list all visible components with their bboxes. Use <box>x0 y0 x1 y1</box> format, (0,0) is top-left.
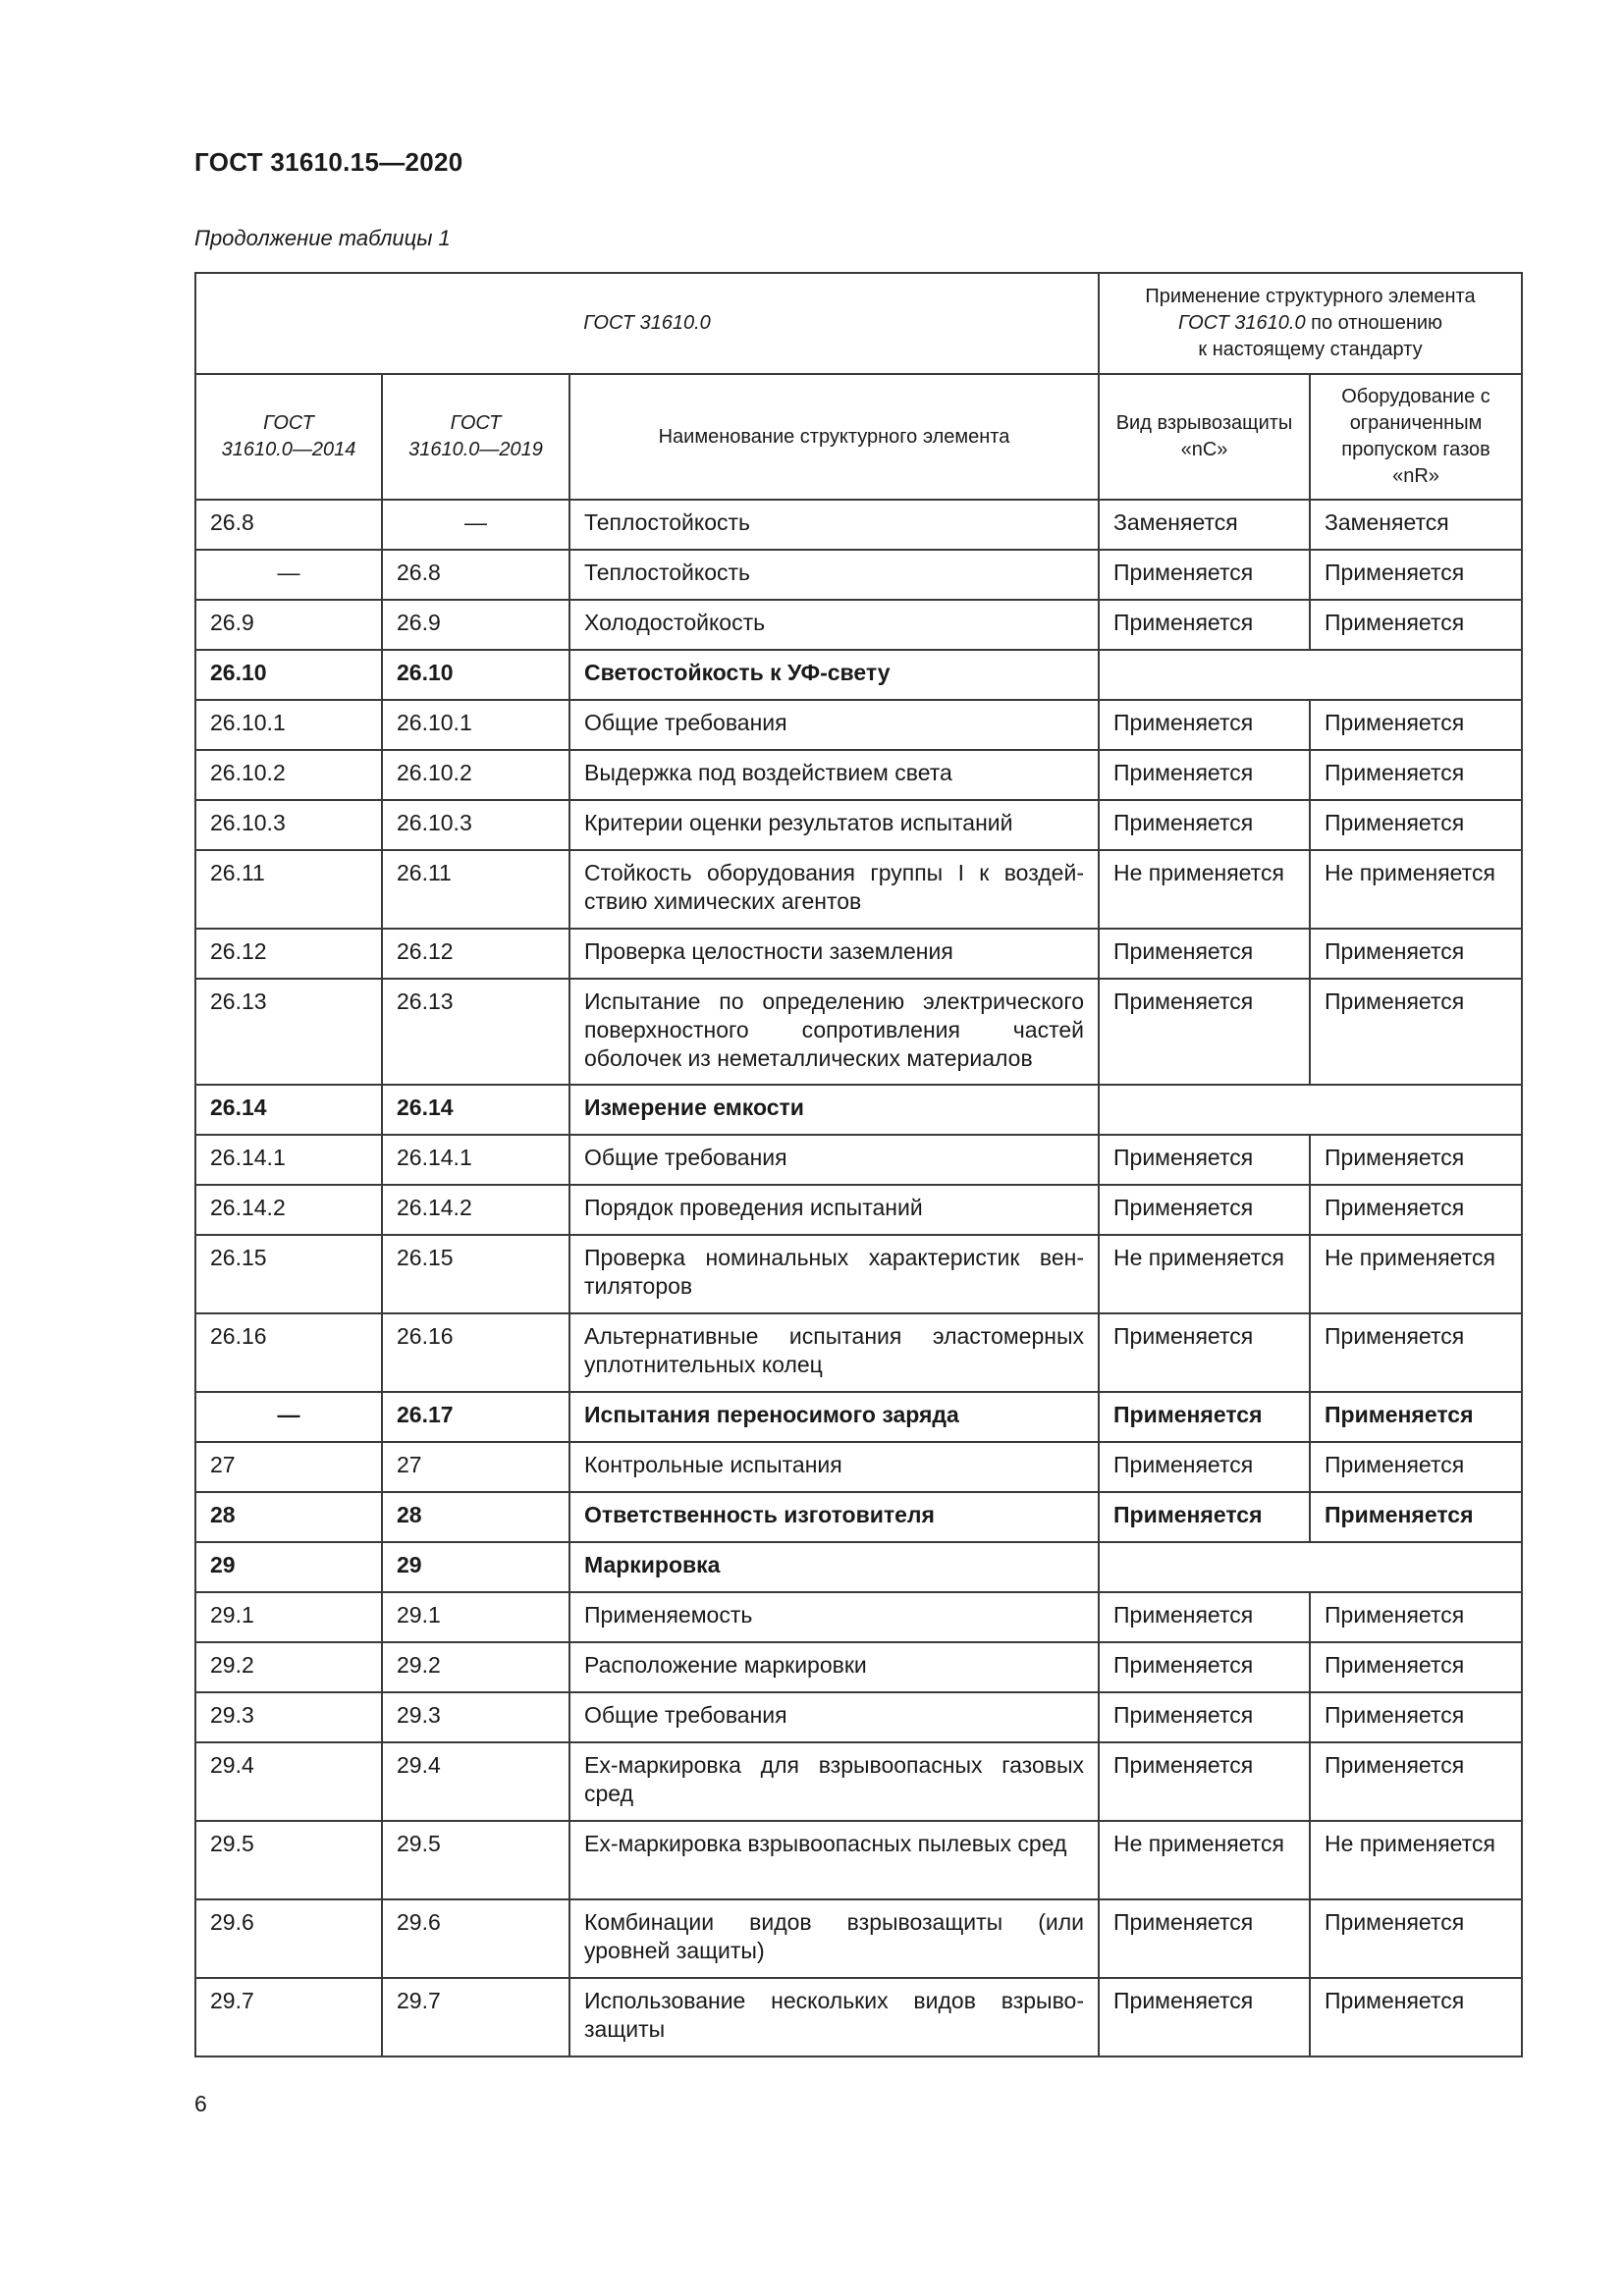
cell-nr: Применяется <box>1310 979 1522 1085</box>
cell-2014: 26.14.1 <box>195 1135 382 1185</box>
cell-2019: 26.10.1 <box>382 700 569 750</box>
cell-name: Стойкость оборудования группы I к воздействию химических агентов <box>569 850 1099 929</box>
cell-nc: Заменяется <box>1099 500 1310 550</box>
cell-2019: 26.12 <box>382 929 569 979</box>
table-section-row <box>195 1392 1522 1442</box>
cell-nc: Применяется <box>1099 1392 1310 1442</box>
cell-nr: Применяется <box>1310 700 1522 750</box>
cell-2014: 29.5 <box>195 1821 382 1899</box>
cell-2014: 26.8 <box>195 500 382 550</box>
cell-2019: 26.11 <box>382 850 569 929</box>
table-row <box>195 1692 1522 1742</box>
cell-nc: Применяется <box>1099 550 1310 600</box>
cell-2019: 26.15 <box>382 1235 569 1313</box>
cell-nr: Применяется <box>1310 1692 1522 1742</box>
cell-nc: Не применяется <box>1099 850 1310 929</box>
header-row-columns <box>195 374 1522 500</box>
cell-2019: 26.14.1 <box>382 1135 569 1185</box>
header-col-2019 <box>382 374 569 500</box>
header-col-2014 <box>195 374 382 500</box>
cell-nc: Применяется <box>1099 929 1310 979</box>
table-row <box>195 1821 1522 1899</box>
cell-nr: Применяется <box>1310 1592 1522 1642</box>
cell-nr: Применяется <box>1310 929 1522 979</box>
structure-table <box>194 272 1523 2057</box>
cell-name: Испытание по определению электрического поверхностного сопротивления частей оболочек из неметаллических материалов <box>569 979 1099 1085</box>
cell-2014: 27 <box>195 1442 382 1492</box>
cell-2014: 29.1 <box>195 1592 382 1642</box>
cell-2014: 26.10.3 <box>195 800 382 850</box>
cell-name: Комбинации видов взрывозащиты (или уровней защиты) <box>569 1899 1099 1978</box>
cell-nr: Применяется <box>1310 1392 1522 1442</box>
cell-nc: Применяется <box>1099 1135 1310 1185</box>
cell-nr: Применяется <box>1310 800 1522 850</box>
cell-2014: 26.10.2 <box>195 750 382 800</box>
table-row <box>195 850 1522 929</box>
cell-nc: Применяется <box>1099 1185 1310 1235</box>
table-section-row <box>195 650 1522 700</box>
cell-nr: Применяется <box>1310 1185 1522 1235</box>
header-col-2014-line1: ГОСТ <box>263 412 314 434</box>
cell-2014: 26.12 <box>195 929 382 979</box>
cell-nr: Не применяется <box>1310 1821 1522 1899</box>
cell-nr: Не применяется <box>1310 1235 1522 1313</box>
cell-2019: 26.9 <box>382 600 569 650</box>
cell-name: Контрольные испытания <box>569 1442 1099 1492</box>
cell-2014: 26.15 <box>195 1235 382 1313</box>
cell-nc: Применяется <box>1099 1978 1310 2056</box>
cell-2014: 29.6 <box>195 1899 382 1978</box>
cell-name: Альтернативные испытания эластомерных уплотнительных колец <box>569 1313 1099 1392</box>
cell-name: Теплостойкость <box>569 550 1099 600</box>
cell-nr: Не применяется <box>1310 850 1522 929</box>
cell-name: Применяемость <box>569 1592 1099 1642</box>
cell-nc: Не применяется <box>1099 1821 1310 1899</box>
page-number: 6 <box>194 2091 207 2116</box>
cell-2019: 26.14 <box>382 1085 569 1135</box>
cell-name: Общие требования <box>569 700 1099 750</box>
header-col-nr: Оборудование с ограниченным пропуском газов «nR» <box>1310 374 1522 500</box>
cell-nc: Применяется <box>1099 800 1310 850</box>
cell-name: Порядок проведения испытаний <box>569 1185 1099 1235</box>
cell-nr: Применяется <box>1310 1492 1522 1542</box>
cell-nc: Не применяется <box>1099 1235 1310 1313</box>
table-row <box>195 700 1522 750</box>
cell-2019: 26.13 <box>382 979 569 1085</box>
cell-2014: 26.9 <box>195 600 382 650</box>
cell-2019: — <box>382 500 569 550</box>
cell-nr: Применяется <box>1310 1742 1522 1821</box>
cell-name: Выдержка под воздействием света <box>569 750 1099 800</box>
cell-name: Проверка номинальных характеристик вентиляторов <box>569 1235 1099 1313</box>
cell-2019: 29.3 <box>382 1692 569 1742</box>
cell-2019: 29.4 <box>382 1742 569 1821</box>
table-row <box>195 1899 1522 1978</box>
cell-2019: 26.14.2 <box>382 1185 569 1235</box>
cell-name: Ех-маркировка для взрывоопасных газовых сред <box>569 1742 1099 1821</box>
cell-2014: — <box>195 550 382 600</box>
cell-nc: Применяется <box>1099 1742 1310 1821</box>
cell-2014: 29.7 <box>195 1978 382 2056</box>
cell-nr: Применяется <box>1310 1313 1522 1392</box>
cell-2014: 26.10.1 <box>195 700 382 750</box>
header-row-group <box>195 273 1522 374</box>
cell-name: Теплостойкость <box>569 500 1099 550</box>
cell-name: Ех-маркировка взрывоопасных пылевых сред <box>569 1821 1099 1899</box>
cell-2014: 26.10 <box>195 650 382 700</box>
table-row <box>195 600 1522 650</box>
table-row <box>195 550 1522 600</box>
table-row <box>195 800 1522 850</box>
cell-nr: Применяется <box>1310 1899 1522 1978</box>
table-row <box>195 1442 1522 1492</box>
cell-2019: 29 <box>382 1542 569 1592</box>
cell-nc: Применяется <box>1099 1313 1310 1392</box>
cell-2014: 29.2 <box>195 1642 382 1692</box>
cell-2019: 26.17 <box>382 1392 569 1442</box>
table-row <box>195 979 1522 1085</box>
cell-name: Критерии оценки результатов испытаний <box>569 800 1099 850</box>
header-application <box>1099 273 1522 374</box>
header-col-nc: Вид взрывозащиты «nC» <box>1099 374 1310 500</box>
cell-nr: Применяется <box>1310 1442 1522 1492</box>
cell-2014: — <box>195 1392 382 1442</box>
cell-name: Проверка целостности заземления <box>569 929 1099 979</box>
cell-name: Маркировка <box>569 1542 1099 1592</box>
cell-nc: Применяется <box>1099 1492 1310 1542</box>
cell-2014: 26.11 <box>195 850 382 929</box>
cell-2014: 26.16 <box>195 1313 382 1392</box>
table-row <box>195 1185 1522 1235</box>
cell-2019: 29.2 <box>382 1642 569 1692</box>
cell-nc: Применяется <box>1099 1642 1310 1692</box>
cell-2019: 29.6 <box>382 1899 569 1978</box>
cell-nc: Применяется <box>1099 979 1310 1085</box>
header-application-pre: Применение структурного элемента <box>1145 286 1476 307</box>
cell-2014: 28 <box>195 1492 382 1542</box>
cell-name: Холодостойкость <box>569 600 1099 650</box>
cell-name: Светостойкость к УФ-свету <box>569 650 1099 700</box>
cell-2014: 29.4 <box>195 1742 382 1821</box>
cell-name: Ответственность изготовителя <box>569 1492 1099 1542</box>
cell-2014: 26.14.2 <box>195 1185 382 1235</box>
table-row <box>195 1642 1522 1692</box>
table-row <box>195 929 1522 979</box>
table-row <box>195 1742 1522 1821</box>
table-row <box>195 1978 1522 2056</box>
cell-name: Использование нескольких видов взрывозащиты <box>569 1978 1099 2056</box>
cell-nc: Применяется <box>1099 1442 1310 1492</box>
cell-2019: 29.7 <box>382 1978 569 2056</box>
cell-2019: 29.1 <box>382 1592 569 1642</box>
cell-2014: 26.14 <box>195 1085 382 1135</box>
cell-2019: 29.5 <box>382 1821 569 1899</box>
cell-2019: 26.10.3 <box>382 800 569 850</box>
cell-nr: Применяется <box>1310 1135 1522 1185</box>
header-col-2019-line1: ГОСТ <box>450 412 502 434</box>
cell-2019: 27 <box>382 1442 569 1492</box>
document-title: ГОСТ 31610.15—2020 <box>194 147 463 177</box>
cell-application-empty <box>1099 1085 1522 1135</box>
cell-2019: 28 <box>382 1492 569 1542</box>
cell-name: Испытания переносимого заряда <box>569 1392 1099 1442</box>
header-application-italic: ГОСТ 31610.0 <box>1177 312 1306 334</box>
header-col-2019-line2: 31610.0—2019 <box>408 439 543 460</box>
header-gost-group: ГОСТ 31610.0 <box>195 273 1099 374</box>
table-row <box>195 1313 1522 1392</box>
cell-nc: Применяется <box>1099 1899 1310 1978</box>
cell-nc: Применяется <box>1099 600 1310 650</box>
table-row <box>195 750 1522 800</box>
cell-nr: Заменяется <box>1310 500 1522 550</box>
cell-2019: 26.16 <box>382 1313 569 1392</box>
cell-application-empty <box>1099 650 1522 700</box>
cell-name: Расположение маркировки <box>569 1642 1099 1692</box>
header-col-name: Наименование структурного элемента <box>569 374 1099 500</box>
cell-2014: 29 <box>195 1542 382 1592</box>
cell-nr: Применяется <box>1310 600 1522 650</box>
table-row <box>195 1235 1522 1313</box>
cell-nc: Применяется <box>1099 750 1310 800</box>
cell-2014: 29.3 <box>195 1692 382 1742</box>
header-application-last: к настоящему стандарту <box>1198 339 1423 360</box>
cell-nr: Применяется <box>1310 1642 1522 1692</box>
cell-2019: 26.10 <box>382 650 569 700</box>
cell-2019: 26.10.2 <box>382 750 569 800</box>
table-caption: Продолжение таблицы 1 <box>194 226 451 250</box>
table-row <box>195 500 1522 550</box>
table-row <box>195 1592 1522 1642</box>
table-section-row <box>195 1492 1522 1542</box>
cell-2014: 26.13 <box>195 979 382 1085</box>
cell-nr: Применяется <box>1310 550 1522 600</box>
table-section-row <box>195 1542 1522 1592</box>
cell-name: Общие требования <box>569 1135 1099 1185</box>
cell-application-empty <box>1099 1542 1522 1592</box>
header-application-post: по отношению <box>1311 312 1443 334</box>
cell-nc: Применяется <box>1099 700 1310 750</box>
table-section-row <box>195 1085 1522 1135</box>
cell-nc: Применяется <box>1099 1592 1310 1642</box>
table-row <box>195 1135 1522 1185</box>
cell-nr: Применяется <box>1310 1978 1522 2056</box>
cell-2019: 26.8 <box>382 550 569 600</box>
cell-name: Измерение емкости <box>569 1085 1099 1135</box>
cell-nr: Применяется <box>1310 750 1522 800</box>
cell-name: Общие требования <box>569 1692 1099 1742</box>
cell-nc: Применяется <box>1099 1692 1310 1742</box>
header-col-2014-line2: 31610.0—2014 <box>221 439 356 460</box>
